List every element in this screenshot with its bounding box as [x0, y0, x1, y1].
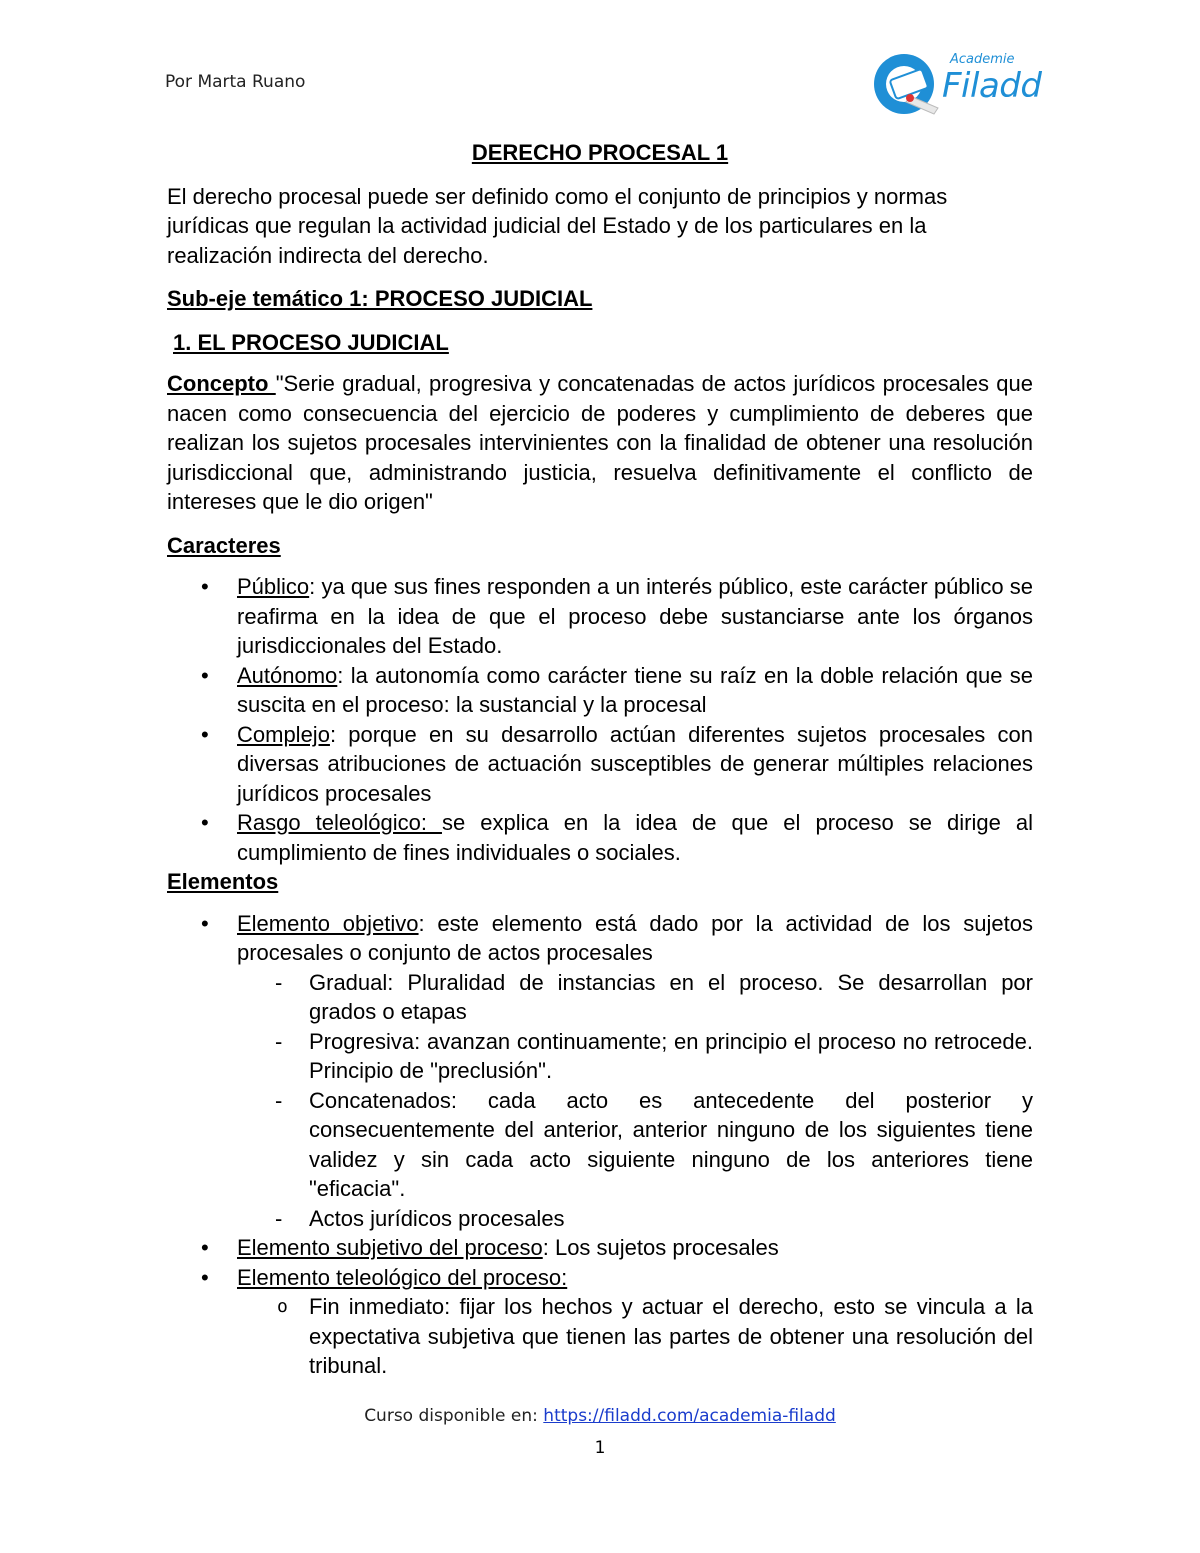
caracteres-heading: Caracteres [167, 532, 281, 558]
caracteres-list [167, 572, 1033, 867]
document-title: DERECHO PROCESAL 1 [471, 140, 729, 165]
page-number: 1 [594, 1438, 606, 1458]
footer [0, 1406, 1200, 1426]
sublist-item: o Fin inmediato: fijar los hechos y actuar el derecho, esto se vincula a la expectativa subjetiva que tienen las partes de obtener una resolución del tribunal. [167, 1292, 1033, 1381]
diploma-icon [870, 48, 944, 120]
list-item [167, 1233, 1033, 1263]
header-author: Por Marta Ruano [165, 72, 306, 92]
concepto-text: "Serie gradual, progresiva y concatenadas de actos jurídicos procesales que nacen como consecuencia del ejercicio de poderes y cumplimiento de deberes que realizan los sujetos procesales intervinientes con la finalidad de obtener una resolución jurisdiccional que, administrando justicia, resuelva definitivamente el conflicto de intereses que le dio origen" [167, 371, 1033, 514]
footer-prefix: Curso disponible en: [364, 1406, 544, 1426]
item-text: se explica en la idea de que el proceso se dirige al cumplimiento de fines individuales o sociales. [237, 810, 1033, 865]
sublist-item: - Concatenados: cada acto es antecedente del posterior y consecuentemente del anterior, anterior ninguno de los siguientes tiene validez y sin cada acto siguiente ninguno de los anteriores tiene "eficacia". [167, 1086, 1033, 1204]
item-term: Público [237, 574, 310, 599]
list-item [167, 1263, 1033, 1293]
intro-paragraph: El derecho procesal puede ser definido como el conjunto de principios y normas jurídicas que regulan la actividad judicial del Estado y de los particulares en la realización indirecta del derecho. [167, 183, 948, 268]
elementos-list-continued [167, 1233, 1033, 1292]
list-item [167, 808, 1033, 867]
sublist-item: - Gradual: Pluralidad de instancias en el proceso. Se desarrollan por grados o etapas [167, 968, 1033, 1027]
list-item [167, 909, 1033, 968]
item-term: Complejo [237, 721, 330, 747]
objetivo-sublist [167, 968, 1033, 1234]
item-text: : porque en su desarrollo actúan diferentes sujetos procesales con diversas atribuciones de actuación susceptibles de generar múltiples relaciones jurídicos procesales [237, 721, 1033, 806]
teleologico-sublist [167, 1292, 1033, 1381]
item-text: : este elemento está dado por la actividad de los sujetos procesales o conjunto de actos procesales [237, 910, 1033, 965]
sublist-item: - Actos jurídicos procesales [167, 1204, 1033, 1234]
section-heading: 1. EL PROCESO JUDICIAL [173, 329, 449, 355]
sublist-item: - Progresiva: avanzan continuamente; en principio el proceso no retrocede. Principio de "preclusión". [167, 1027, 1033, 1086]
concepto-paragraph [167, 369, 1033, 517]
list-item [167, 720, 1033, 809]
course-link[interactable]: https://filadd.com/academia-filadd [543, 1406, 836, 1426]
item-text: : Los sujetos procesales [542, 1235, 779, 1260]
item-term: Elemento subjetivo del proceso [237, 1235, 543, 1260]
item-term: Elemento objetivo [237, 910, 419, 936]
concepto-label: Concepto [167, 371, 276, 396]
logo-subtitle: Academie [950, 52, 1015, 67]
logo-brand: Filadd [942, 66, 1042, 106]
elementos-list [167, 909, 1033, 968]
item-text: : ya que sus fines responden a un interés público, este carácter público se reafirma en la idea de que el proceso debe sustanciarse ante los órganos jurisdiccionales del Estado. [237, 574, 1033, 658]
item-term: Elemento teleológico del proceso: [237, 1264, 568, 1290]
elementos-heading: Elementos [167, 869, 279, 894]
list-item [167, 572, 1033, 661]
item-text: : la autonomía como carácter tiene su raíz en la doble relación que se suscita en el proceso: la sustancial y la procesal [237, 662, 1033, 717]
filadd-logo [870, 48, 1060, 120]
subeje-heading: Sub-eje temático 1: PROCESO JUDICIAL [167, 286, 593, 311]
document-body [167, 138, 1033, 1381]
list-item [167, 661, 1033, 720]
item-term: Rasgo teleológico: [237, 810, 442, 835]
item-term: Autónomo [237, 662, 338, 688]
